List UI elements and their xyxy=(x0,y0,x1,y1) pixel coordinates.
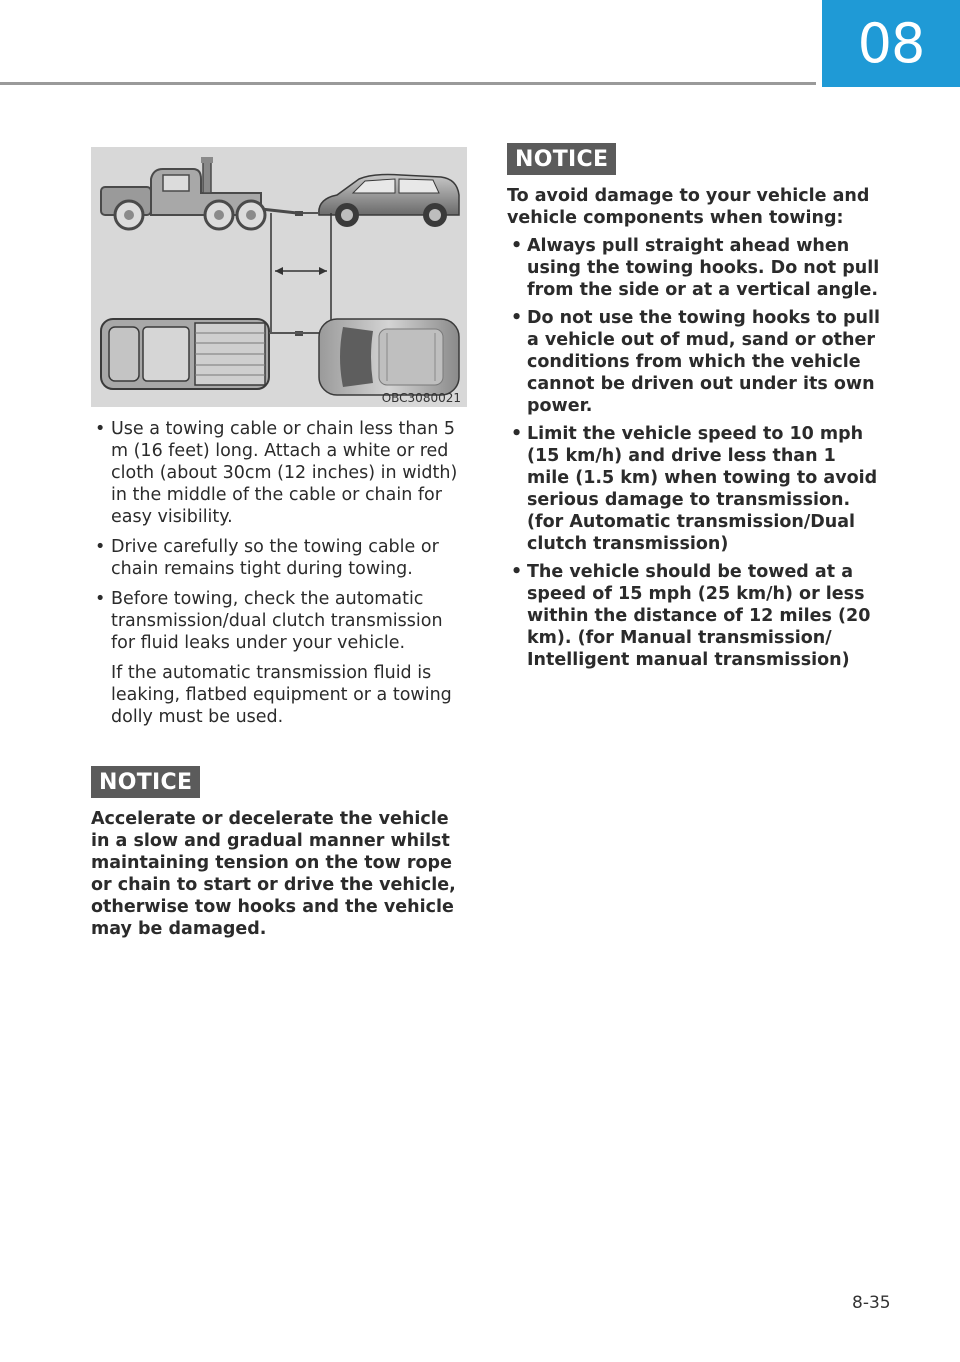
pickup-top xyxy=(101,319,269,389)
notice-label: NOTICE xyxy=(91,766,200,798)
notice-list xyxy=(507,235,883,671)
list-item: • Always pull straight ahead when using the towing hooks. Do not pull from the side or at a vertical angle. xyxy=(507,235,883,301)
suv-top xyxy=(269,319,459,395)
list-item: • Limit the vehicle speed to 10 mph (15 km/h) and drive less than 1 mile (1.5 km) when towing to avoid serious damage to transmission. (for Automatic transmission/Dual clutch transmission) xyxy=(507,423,883,555)
chapter-number: 08 xyxy=(857,12,925,75)
figure-code: OBC3080021 xyxy=(381,391,461,405)
list-item: • Do not use the towing hooks to pull a vehicle out of mud, sand or other conditions from which the vehicle cannot be driven out under its own power. xyxy=(507,307,883,417)
list-item: • Use a towing cable or chain less than 5 m (16 feet) long. Attach a white or red cloth (about 30cm (12 inches) in width) in the middle of the cable or chain for easy visibility. xyxy=(91,418,471,528)
notice-intro: To avoid damage to your vehicle and vehicle components when towing: xyxy=(507,186,870,228)
towing-diagram xyxy=(91,147,467,407)
hatchback-side xyxy=(319,175,459,228)
list-item: • Drive carefully so the towing cable or chain remains tight during towing. xyxy=(91,536,471,580)
chapter-tab xyxy=(822,0,960,87)
header-rule xyxy=(0,82,816,85)
notice-text: Accelerate or decelerate the vehicle in a slow and gradual manner whilst maintaining tension on the tow rope or chain to start or drive the vehicle, otherwise tow hooks and the vehicle may be damaged. xyxy=(91,809,456,939)
tow-truck-side xyxy=(101,157,297,229)
page-number: 8-35 xyxy=(852,1293,891,1313)
list-item: • The vehicle should be towed at a speed of 15 mph (25 km/h) or less within the distance of 12 miles (20 km). (for Manual transmission/ Intelligent manual transmission) xyxy=(507,561,883,671)
left-column xyxy=(91,418,471,940)
towing-instructions xyxy=(91,418,471,654)
right-column xyxy=(507,143,883,677)
notice-box-left xyxy=(91,766,471,940)
fluid-leak-note: If the automatic transmission fluid is leaking, flatbed equipment or a towing dolly must be used. xyxy=(111,663,452,727)
towing-illustration xyxy=(91,147,467,407)
list-item: • Before towing, check the automatic transmission/dual clutch transmission for fluid leaks under your vehicle. xyxy=(91,588,471,654)
notice-label: NOTICE xyxy=(507,143,616,175)
